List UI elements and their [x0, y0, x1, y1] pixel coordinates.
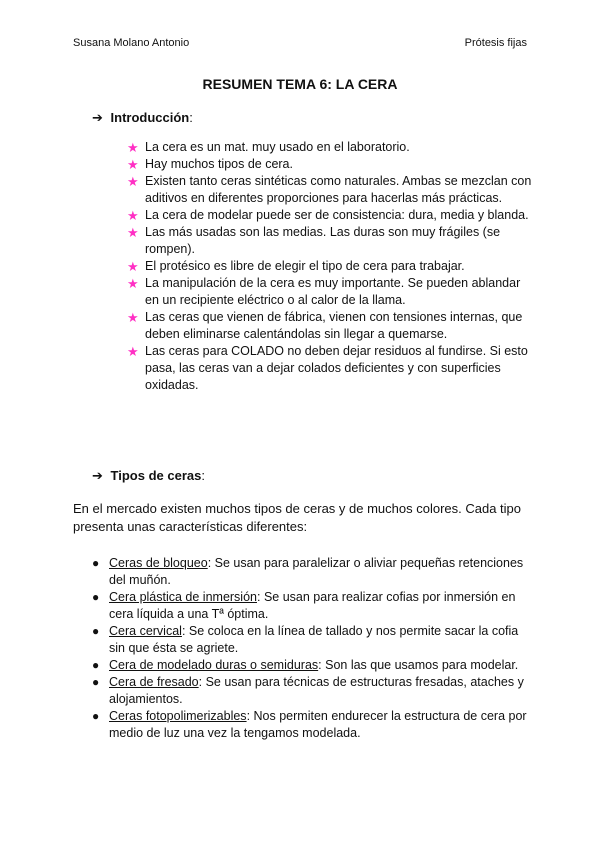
list-item — [127, 173, 532, 207]
list-item-text: La manipulación de la cera es muy importante. Se pueden ablandar en un recipiente eléctrico o al calor de la llama. — [145, 276, 521, 307]
bullet-icon: ● — [92, 675, 100, 689]
arrow-icon: ➔ — [92, 468, 103, 483]
bullet-icon: ● — [92, 709, 100, 723]
list-item-text: El protésico es libre de elegir el tipo de cera para trabajar. — [145, 259, 465, 273]
list-item-term: Cera cervical — [109, 624, 182, 638]
list-item-text: : Se usan para realizar cofias por inmersión en cera líquida a una Tª óptima. — [109, 590, 516, 621]
header-author: Susana Molano Antonio — [73, 37, 190, 49]
list-item-text: : Se coloca en la línea de tallado y nos permite sacar la cofia sin que ésta se agriete. — [109, 624, 519, 655]
list-item-text: La cera de modelar puede ser de consistencia: dura, media y blanda. — [145, 208, 529, 222]
star-icon: ★ — [127, 259, 139, 274]
list-item-text: : Nos permiten endurecer la estructura de cera por medio de luz una vez la tengamos modelada. — [109, 709, 527, 740]
section-heading-label: Tipos de ceras — [110, 468, 202, 483]
tipos-paragraph: En el mercado existen muchos tipos de ceras y de muchos colores. Cada tipo presenta unas características diferentes: — [73, 501, 522, 534]
list-item — [92, 708, 532, 742]
list-item-text: Las ceras para COLADO no deben dejar residuos al fundirse. Si esto pasa, las ceras van a dejar colados deficientes y con superficies oxidadas. — [145, 344, 528, 392]
bullet-icon: ● — [92, 624, 100, 638]
list-item — [92, 674, 532, 708]
star-icon: ★ — [127, 208, 139, 223]
list-item-text: : Se usan para paralelizar o aliviar pequeñas retenciones del muñón. — [109, 556, 524, 587]
list-item-text: Hay muchos tipos de cera. — [145, 157, 293, 171]
list-item-term: Cera plástica de inmersión — [109, 590, 257, 604]
section-heading-introduccion — [92, 110, 193, 126]
star-icon: ★ — [127, 344, 139, 359]
list-item-text: Existen tanto ceras sintéticas como naturales. Ambas se mezclan con aditivos en diferentes proporciones para hacerlas más prácticas. — [145, 174, 532, 205]
star-icon: ★ — [127, 310, 139, 325]
list-item — [127, 275, 532, 309]
star-icon: ★ — [127, 157, 139, 172]
list-item — [127, 207, 532, 224]
tipos-list — [92, 555, 532, 742]
star-icon: ★ — [127, 140, 139, 155]
list-item-text: La cera es un mat. muy usado en el laboratorio. — [145, 140, 410, 154]
list-item-term: Cera de fresado — [109, 675, 199, 689]
list-item — [127, 343, 532, 394]
star-icon: ★ — [127, 225, 139, 240]
star-icon: ★ — [127, 276, 139, 291]
arrow-icon: ➔ — [92, 110, 103, 125]
bullet-icon: ● — [92, 556, 100, 570]
list-item-text: Las más usadas son las medias. Las duras son muy frágiles (se rompen). — [145, 225, 501, 256]
list-item — [127, 139, 532, 156]
list-item-text: Las ceras que vienen de fábrica, vienen con tensiones internas, que deben eliminarse calentándolas sin llegar a quemarse. — [145, 310, 523, 341]
list-item — [127, 258, 532, 275]
list-item — [127, 309, 532, 343]
list-item — [92, 657, 532, 674]
list-item — [127, 156, 532, 173]
list-item-term: Ceras de bloqueo — [109, 556, 208, 570]
section-heading-tipos — [92, 468, 205, 484]
bullet-icon: ● — [92, 590, 100, 604]
list-item — [127, 224, 532, 258]
header-subject: Prótesis fijas — [464, 37, 527, 49]
list-item — [92, 623, 532, 657]
section-heading-suffix: : — [189, 110, 193, 125]
star-icon: ★ — [127, 174, 139, 189]
list-item-text: : Se usan para técnicas de estructuras fresadas, ataches y alojamientos. — [109, 675, 524, 706]
list-item-term: Ceras fotopolimerizables — [109, 709, 247, 723]
page-title: RESUMEN TEMA 6: LA CERA — [202, 76, 398, 92]
section-heading-suffix: : — [201, 468, 205, 483]
section-heading-label: Introducción — [110, 110, 190, 125]
list-item-term: Cera de modelado duras o semiduras — [109, 658, 319, 672]
list-item-text: : Son las que usamos para modelar. — [318, 658, 519, 672]
bullet-icon: ● — [92, 658, 100, 672]
list-item — [92, 589, 532, 623]
list-item — [92, 555, 532, 589]
intro-list — [127, 139, 532, 394]
